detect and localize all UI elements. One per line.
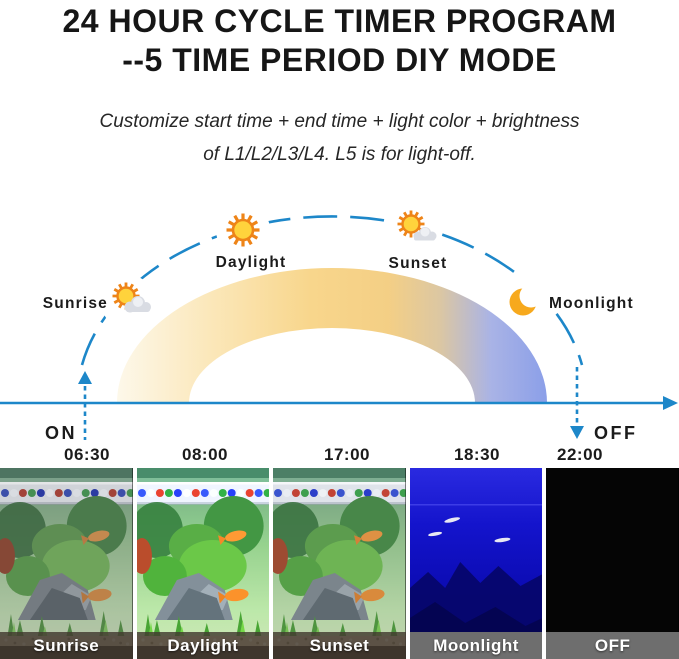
aquarium-photo-moonlight [410,468,543,659]
time-1830: 18:30 [454,445,500,464]
aquarium-photo-off [546,468,679,659]
photo-label-moonlight: Moonlight [410,632,543,659]
time-0800: 08:00 [182,445,228,464]
phase-label-sunrise: Sunrise [42,295,108,312]
on-marker [78,371,92,440]
page-title [0,2,679,80]
subtitle-line-1: Customize start time + end time + light color + brightness [99,111,580,132]
on-label: ON [45,423,77,443]
time-2200: 22:00 [557,445,603,464]
photo-daylight [137,468,270,659]
photo-label-sunrise: Sunrise [0,632,133,659]
phase-label-daylight: Daylight [215,254,287,271]
subtitle [0,105,679,171]
subtitle-line-2: of L1/L2/L3/L4. L5 is for light-off. [203,144,476,165]
time-0630: 06:30 [64,445,110,464]
aquarium-photo-sunrise [0,468,133,659]
phase-label-sunset: Sunset [388,255,448,272]
off-label: OFF [594,423,638,443]
day-arc-band [117,268,547,403]
lighting-mode-photo-strip [0,468,679,659]
aquarium-photo-daylight [137,468,270,659]
phase-label-moonlight: Moonlight [549,295,634,312]
aquarium-photo-sunset [273,468,406,659]
timeline-arrowhead [663,396,678,410]
day-cycle-diagram [0,180,679,470]
photo-sunrise [0,468,133,659]
title-line-2: --5 TIME PERIOD DIY MODE [122,42,557,78]
photo-sunset [273,468,406,659]
photo-label-daylight: Daylight [137,632,270,659]
time-1700: 17:00 [324,445,370,464]
title-line-1: 24 HOUR CYCLE TIMER PROGRAM [62,3,617,39]
photo-label-sunset: Sunset [273,632,406,659]
photo-off [546,468,679,659]
photo-moonlight [410,468,543,659]
photo-label-off: OFF [546,632,679,659]
